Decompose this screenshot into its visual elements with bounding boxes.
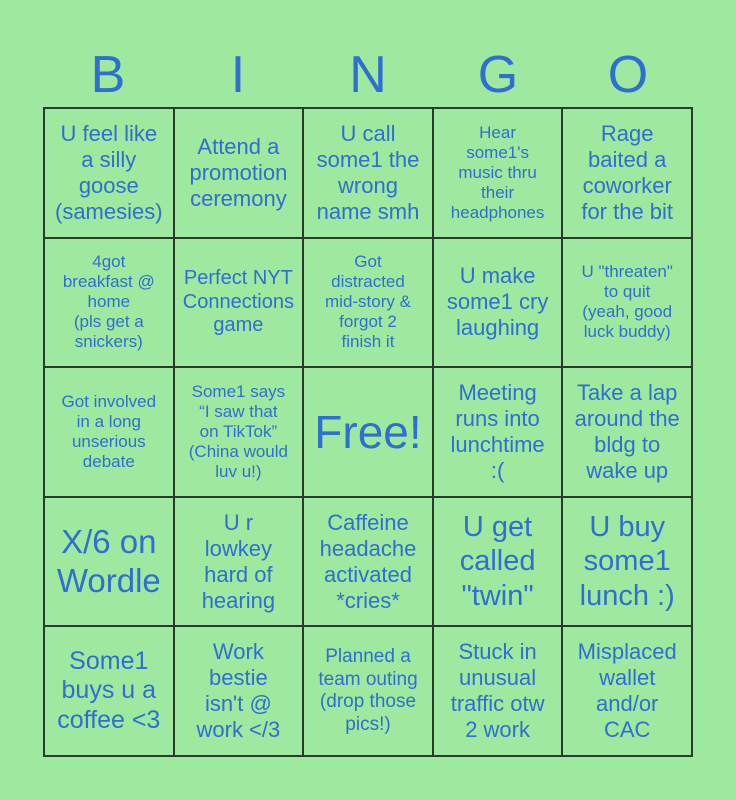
bingo-cell[interactable]: U "threaten" to quit (yeah, good luck buddy) <box>562 238 692 368</box>
bingo-cell[interactable]: Some1 says “I saw that on TikTok” (China would luv u!) <box>174 367 304 497</box>
header-letter-i: I <box>230 46 246 104</box>
bingo-cell[interactable]: Perfect NYT Connections game <box>174 238 304 368</box>
bingo-cell[interactable]: U call some1 the wrong name smh <box>303 108 433 238</box>
header-letter-n: N <box>349 46 387 104</box>
bingo-cell[interactable]: Meeting runs into lunchtime :( <box>433 367 563 497</box>
bingo-cell[interactable]: Misplaced wallet and/or CAC <box>562 626 692 756</box>
bingo-cell[interactable]: U feel like a silly goose (samesies) <box>44 108 174 238</box>
bingo-cell[interactable]: Got involved in a long unserious debate <box>44 367 174 497</box>
bingo-cell[interactable]: Attend a promotion ceremony <box>174 108 304 238</box>
header-letter-g: G <box>477 46 519 104</box>
bingo-cell[interactable]: Planned a team outing (drop those pics!) <box>303 626 433 756</box>
bingo-cell[interactable]: U get called "twin" <box>433 497 563 627</box>
bingo-cell[interactable]: Stuck in unusual traffic otw 2 work <box>433 626 563 756</box>
bingo-board <box>43 107 693 757</box>
header-letter-o: O <box>607 46 649 104</box>
bingo-free-cell[interactable]: Free! <box>303 367 433 497</box>
bingo-cell[interactable]: Work bestie isn't @ work </3 <box>174 626 304 756</box>
bingo-cell[interactable]: X/6 on Wordle <box>44 497 174 627</box>
bingo-cell[interactable]: Got distracted mid-story & forgot 2 finish it <box>303 238 433 368</box>
bingo-cell[interactable]: U buy some1 lunch :) <box>562 497 692 627</box>
bingo-cell[interactable]: Hear some1's music thru their headphones <box>433 108 563 238</box>
bingo-cell[interactable]: Some1 buys u a coffee <3 <box>44 626 174 756</box>
bingo-cell[interactable]: Take a lap around the bldg to wake up <box>562 367 692 497</box>
bingo-cell[interactable]: U make some1 cry laughing <box>433 238 563 368</box>
bingo-cell[interactable]: Rage baited a coworker for the bit <box>562 108 692 238</box>
bingo-cell[interactable]: 4got breakfast @ home (pls get a snickers) <box>44 238 174 368</box>
bingo-header <box>43 44 693 106</box>
bingo-cell[interactable]: U r lowkey hard of hearing <box>174 497 304 627</box>
bingo-cell[interactable]: Caffeine headache activated *cries* <box>303 497 433 627</box>
header-letter-b: B <box>90 46 126 104</box>
